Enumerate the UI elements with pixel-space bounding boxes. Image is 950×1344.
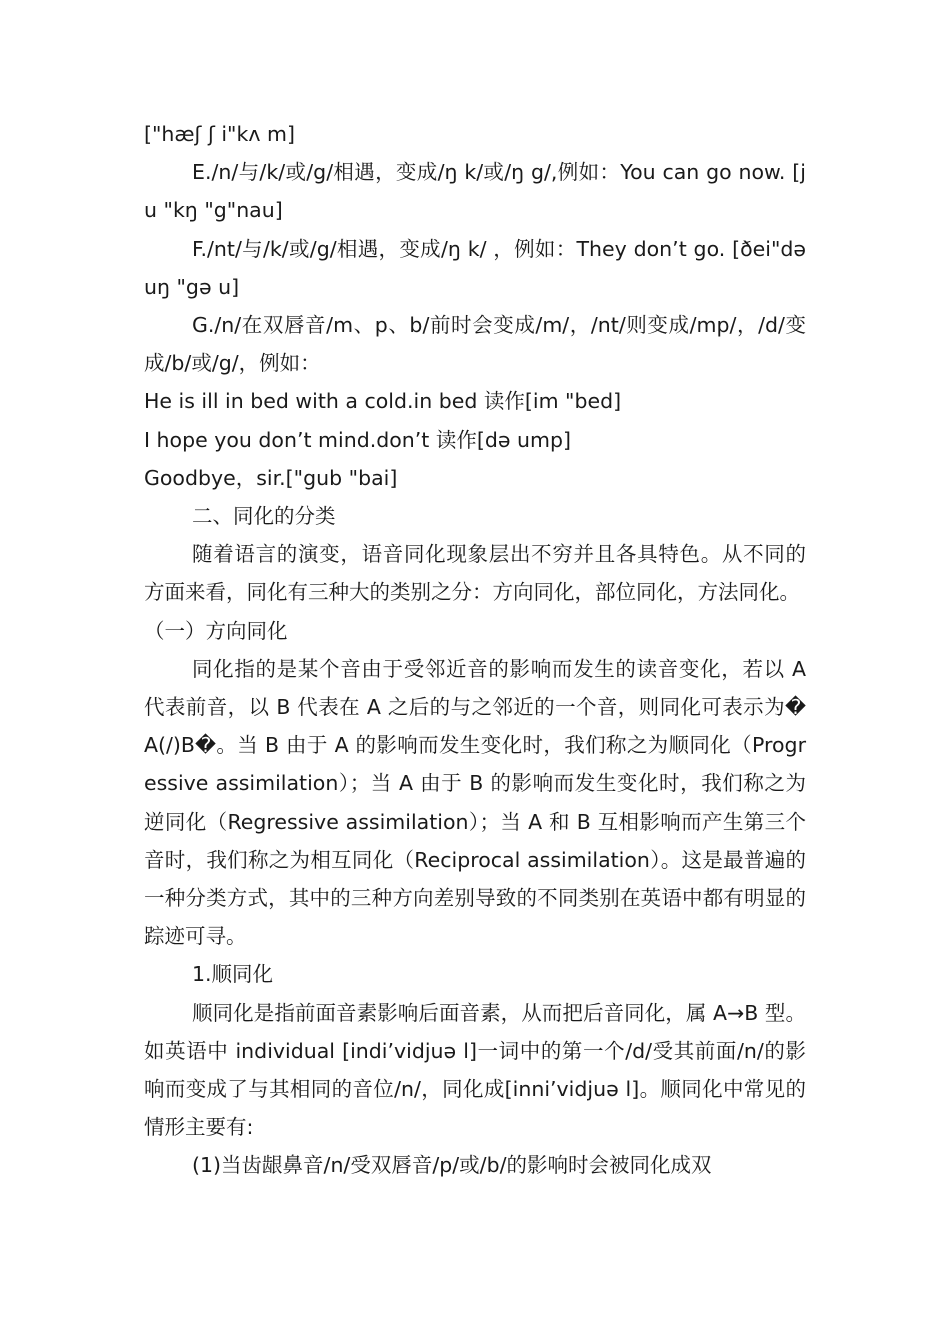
rule-f-paragraph: F./nt/与/k/或/g/相遇，变成/ŋ k/ ，例如：They don’t go. [ðei"də uŋ "gə u] bbox=[144, 236, 806, 299]
example-sentence-3: Goodbye，sir.["gub "bai] bbox=[144, 465, 398, 490]
progressive-heading: 1.顺同化 bbox=[192, 962, 274, 987]
rule-g-paragraph: G./n/在双唇音/m、p、b/前时会变成/m/，/nt/则变成/mp/，/d/变成/b/或/g/，例如： bbox=[144, 313, 806, 376]
subsection-heading-direction: （一）方向同化 bbox=[144, 618, 288, 643]
example-sentence-1: He is ill in bed with a cold.in bed 读作[im "bed] bbox=[144, 389, 622, 414]
progressive-definition-paragraph: 顺同化是指前面音素影响后面音素，从而把后音同化，属 A→B 型。如英语中 individual [indi’vidjuə l]一词中的第一个/d/受其前面/n/的影响而变成了与其相同的音位/n/，同化成[inni’vidjuə l]。顺同化中常见的情形主要有: bbox=[144, 1000, 806, 1140]
progressive-case-1-paragraph: (1)当齿龈鼻音/n/受双唇音/p/或/b/的影响时会被同化成双 bbox=[192, 1153, 712, 1178]
document-body bbox=[144, 115, 806, 1185]
rule-e-paragraph: E./n/与/k/或/g/相遇，变成/ŋ k/或/ŋ g/,例如：You can go now. [ju "kŋ "g"nau] bbox=[144, 160, 806, 223]
direction-assimilation-paragraph: 同化指的是某个音由于受邻近音的影响而发生的读音变化，若以 A 代表前音，以 B 代表在 A 之后的与之邻近的一个音，则同化可表示为�A(/)B�。当 B 由于 A 的影响而发生变化时，我们称之为顺同化（Progressive assimilation）；当 A 由于 B 的影响而发生变化时，我们称之为逆同化（Regressive assimilation）；当 A 和 B 互相影响而产生第三个音时，我们称之为相互同化（Reciprocal assimilation）。这是最普遍的一种分类方式，其中的三种方向差别导致的不同类别在英语中都有明显的踪迹可寻。 bbox=[144, 656, 806, 949]
classification-intro-paragraph: 随着语言的演变，语音同化现象层出不穷并且各具特色。从不同的方面来看，同化有三种大的类别之分：方向同化，部位同化，方法同化。 bbox=[144, 542, 806, 605]
ipa-transcription-line: ["hæʃ ʃ i"kʌ m] bbox=[144, 122, 295, 146]
example-sentence-2: I hope you don’t mind.don’t 读作[də ump] bbox=[144, 427, 571, 452]
section-heading-classification: 二、同化的分类 bbox=[192, 504, 336, 529]
